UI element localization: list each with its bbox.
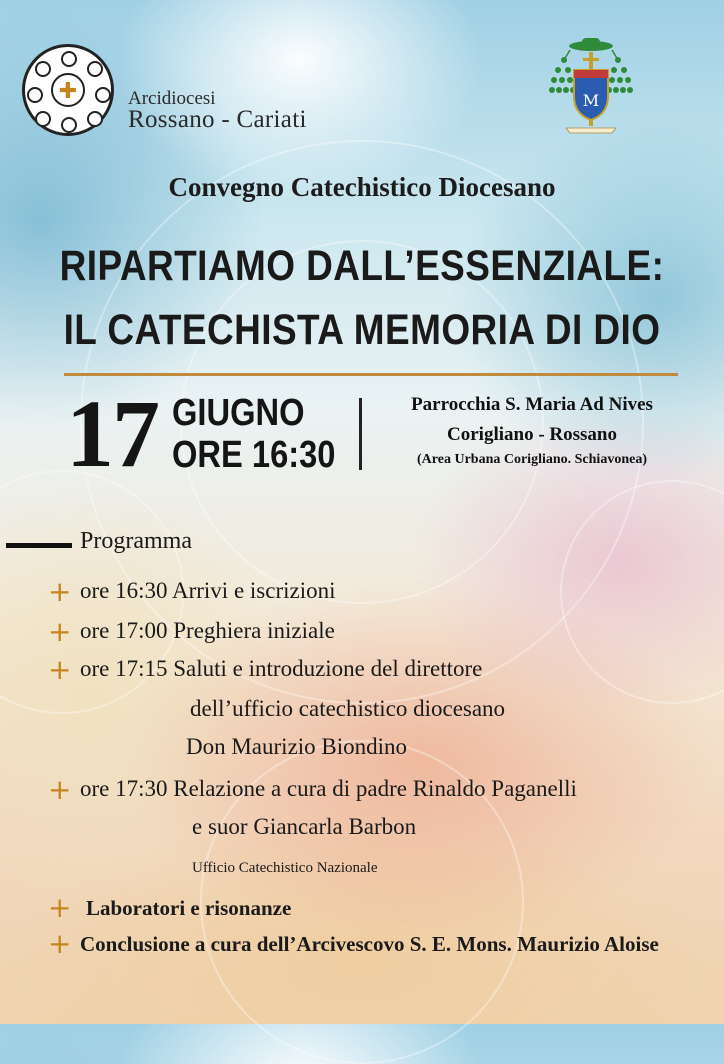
event-title-line2: IL CATECHISTA MEMORIA DI DIO [63, 306, 661, 354]
program-item-note: Ufficio Catechistico Nazionale [192, 860, 378, 876]
diocese-prefix: Arcidiocesi [128, 88, 216, 109]
venue-line2: Corigliano - Rossano [447, 424, 617, 445]
program-item-continuation: Don Maurizio Biondino [186, 734, 408, 759]
seal-medallion [87, 61, 103, 77]
title-divider [64, 373, 678, 376]
program-item: ore 17:15 Saluti e introduzione del direttore [80, 656, 483, 681]
event-subtitle: Convegno Catechistico Diocesano [168, 172, 556, 202]
gold-cross-icon: + [48, 891, 72, 924]
gold-cross-icon: + [48, 653, 72, 686]
seal-medallion [35, 61, 51, 77]
event-title-line1: RIPARTIAMO DALL’ESSENZIALE: [59, 242, 665, 290]
program-item: Conclusione a cura dell’Arcivescovo S. E. Mons. Maurizio Aloise [80, 932, 659, 956]
seal-medallion [61, 51, 77, 67]
seal-medallion [61, 117, 77, 133]
gold-cross-icon: + [48, 575, 72, 608]
program-item: Laboratori e risonanze [86, 896, 292, 920]
seal-medallion [35, 111, 51, 127]
program-item: ore 17:00 Preghiera iniziale [80, 618, 335, 643]
seal-medallion [95, 87, 111, 103]
program-heading-bar [6, 543, 72, 548]
program-heading: Programma [80, 528, 192, 554]
date-venue-divider [359, 398, 362, 470]
gold-cross-icon: + [48, 615, 72, 648]
seal-medallion [27, 87, 43, 103]
seal-center [51, 73, 85, 107]
venue-line1: Parrocchia S. Maria Ad Nives [411, 394, 653, 415]
coat-of-arms-icon [546, 34, 636, 138]
diocese-name: Rossano - Cariati [128, 106, 307, 133]
cross-icon: ✚ [58, 79, 78, 104]
diocese-seal-logo [22, 44, 114, 136]
event-month: GIUGNO [172, 392, 305, 434]
program-item-continuation: dell’ufficio catechistico diocesano [190, 696, 506, 721]
venue-line3: (Area Urbana Corigliano. Schiavonea) [417, 452, 647, 467]
program-item: ore 17:30 Relazione a cura di padre Rinaldo Paganelli [80, 776, 577, 801]
svg-text:M: M [582, 91, 600, 110]
event-time: ORE 16:30 [172, 434, 336, 476]
program-item: ore 16:30 Arrivi e iscrizioni [80, 578, 336, 603]
gold-cross-icon: + [48, 773, 72, 806]
program-item-continuation: e suor Giancarla Barbon [192, 814, 417, 839]
seal-medallion [87, 111, 103, 127]
gold-cross-icon: + [48, 927, 72, 960]
event-day: 17 [66, 380, 158, 487]
